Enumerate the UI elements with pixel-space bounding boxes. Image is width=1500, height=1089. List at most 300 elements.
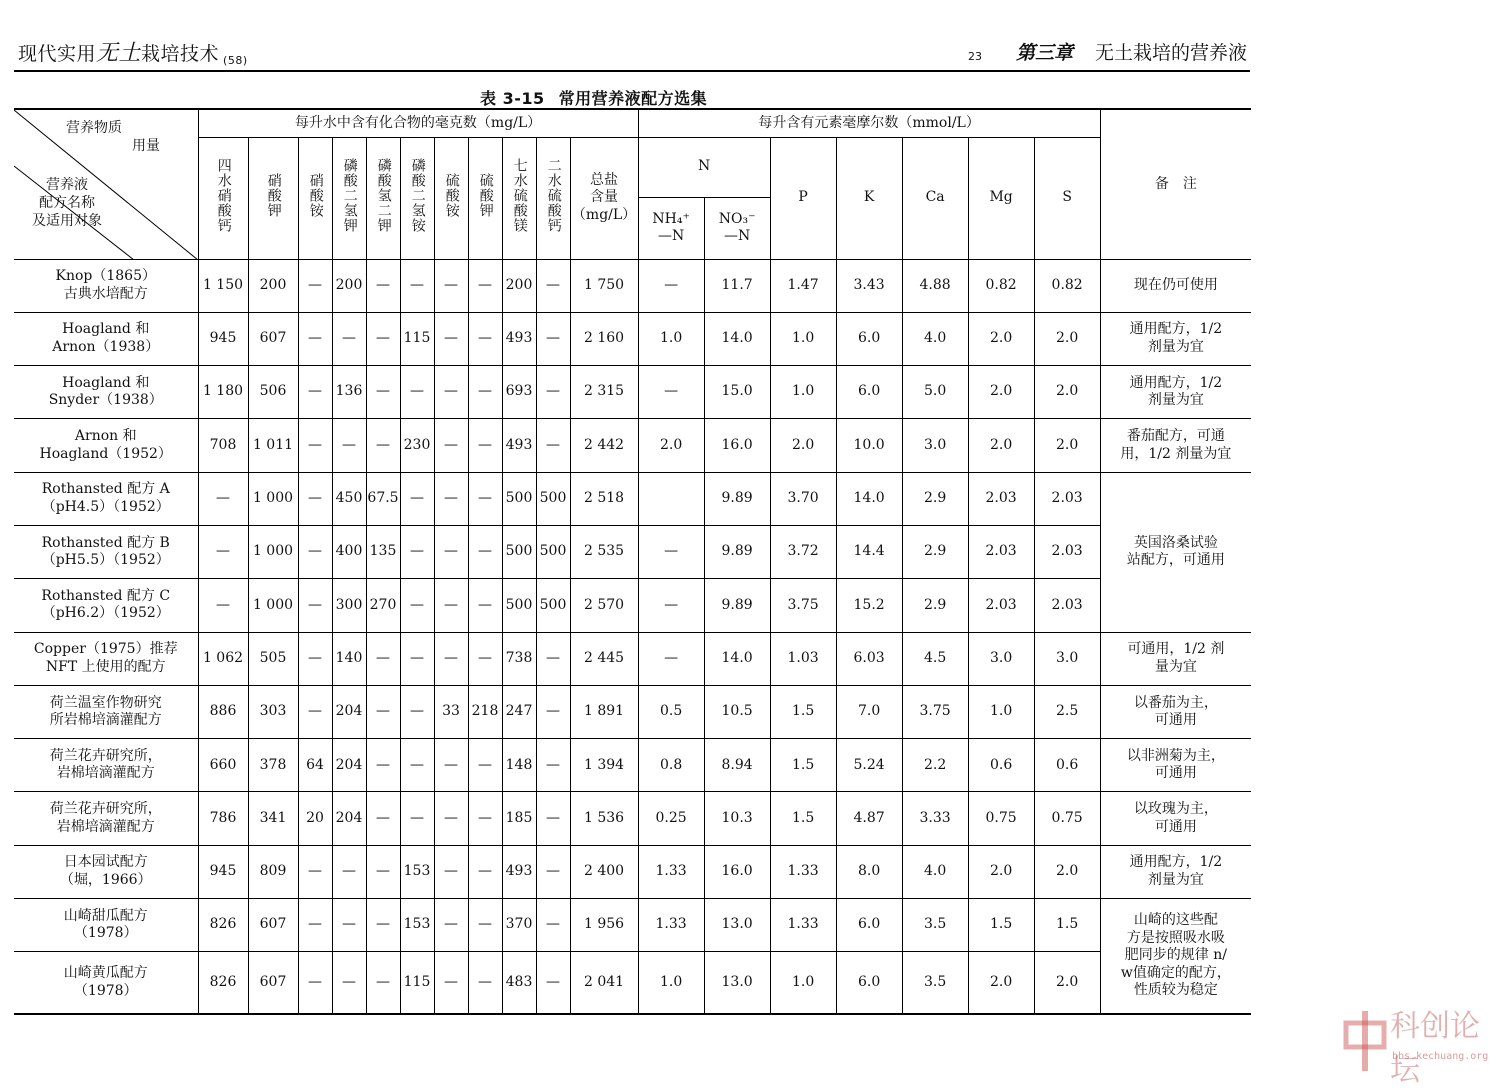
value-cell: 378	[248, 739, 298, 792]
value-cell: —	[332, 952, 366, 1014]
value-cell: 4.87	[836, 792, 902, 845]
value-cell: 1 750	[570, 259, 638, 312]
value-cell: —	[366, 952, 400, 1014]
value-cell: —	[434, 952, 468, 1014]
value-cell: 7.0	[836, 685, 902, 738]
value-cell: 0.6	[968, 739, 1034, 792]
value-cell: 738	[502, 632, 536, 685]
value-cell: —	[536, 259, 570, 312]
value-cell: 2.03	[968, 525, 1034, 578]
value-cell: 1 891	[570, 685, 638, 738]
header-rule	[14, 70, 1250, 72]
value-cell: 13.0	[704, 952, 770, 1014]
value-cell: 3.5	[902, 952, 968, 1014]
value-cell: 136	[332, 366, 366, 419]
table-row	[14, 579, 1251, 632]
notes-header: 备 注	[1100, 109, 1251, 259]
value-cell: —	[332, 845, 366, 898]
corner-cell	[14, 109, 198, 259]
value-cell: 2.0	[770, 419, 836, 472]
value-cell: 3.33	[902, 792, 968, 845]
nutrient-formula-table	[14, 108, 1251, 1015]
formula-name: Rothansted 配方 C （pH6.2）（1952）	[14, 579, 198, 632]
value-cell: 809	[248, 845, 298, 898]
value-cell: 2.03	[1034, 525, 1100, 578]
value-cell: —	[366, 366, 400, 419]
value-cell: 1.5	[770, 792, 836, 845]
value-cell: 4.0	[902, 845, 968, 898]
value-cell: 1.03	[770, 632, 836, 685]
value-cell: —	[332, 312, 366, 365]
value-cell: 15.0	[704, 366, 770, 419]
value-cell: —	[366, 792, 400, 845]
value-cell: —	[638, 579, 704, 632]
compounds-group-header: 每升水中含有化合物的毫克数（mg/L）	[198, 109, 638, 137]
value-cell: 2.03	[968, 579, 1034, 632]
value-cell: —	[298, 685, 332, 738]
value-cell: 945	[198, 845, 248, 898]
value-cell: —	[468, 525, 502, 578]
corner-label-formula: 营养液 配方名称 及适用对象	[32, 177, 102, 230]
value-cell: 500	[502, 579, 536, 632]
value-cell: 9.89	[704, 579, 770, 632]
value-cell: 1.0	[770, 366, 836, 419]
value-cell: 1 394	[570, 739, 638, 792]
value-cell: —	[434, 739, 468, 792]
value-cell: 505	[248, 632, 298, 685]
note-cell: 可通用，1/2 剂 量为宜	[1100, 632, 1251, 685]
value-cell: 3.70	[770, 472, 836, 525]
value-cell: 148	[502, 739, 536, 792]
value-cell: 500	[502, 472, 536, 525]
value-cell: 945	[198, 312, 248, 365]
compound-header-nh4-nitrate: 硝酸铵	[298, 137, 332, 259]
compound-header-nh4h2po4: 磷酸二氢铵	[400, 137, 434, 259]
value-cell: 115	[400, 952, 434, 1014]
value-cell: 500	[536, 472, 570, 525]
value-cell: —	[400, 366, 434, 419]
value-cell: 14.0	[704, 632, 770, 685]
value-cell: 200	[332, 259, 366, 312]
value-cell: 3.0	[902, 419, 968, 472]
value-cell: 1.5	[1034, 899, 1100, 952]
value-cell: —	[198, 525, 248, 578]
table-row	[14, 632, 1251, 685]
value-cell: 708	[198, 419, 248, 472]
value-cell: 67.5	[366, 472, 400, 525]
table-header	[14, 109, 1251, 259]
value-cell: 1.0	[770, 312, 836, 365]
formula-name: Arnon 和 Hoagland（1952）	[14, 419, 198, 472]
value-cell: 2.5	[1034, 685, 1100, 738]
table-row	[14, 366, 1251, 419]
value-cell: 1.5	[968, 899, 1034, 952]
value-cell: 3.75	[902, 685, 968, 738]
value-cell: —	[400, 792, 434, 845]
formula-name: Hoagland 和 Snyder（1938）	[14, 366, 198, 419]
value-cell: —	[400, 525, 434, 578]
value-cell: 0.75	[1034, 792, 1100, 845]
compound-header-k2hpo4: 磷酸氢二钾	[366, 137, 400, 259]
note-cell: 以番茄为主， 可通用	[1100, 685, 1251, 738]
value-cell: —	[468, 419, 502, 472]
value-cell: 15.2	[836, 579, 902, 632]
value-cell: —	[434, 472, 468, 525]
value-cell: 2.0	[968, 312, 1034, 365]
value-cell: 6.03	[836, 632, 902, 685]
value-cell: 9.89	[704, 525, 770, 578]
book-title: 现代实用无土栽培技术 (58)	[18, 41, 248, 67]
value-cell: 9.89	[704, 472, 770, 525]
value-cell: 20	[298, 792, 332, 845]
value-cell: 5.0	[902, 366, 968, 419]
corner-label-nutrients: 营养物质	[66, 120, 122, 136]
value-cell: 204	[332, 685, 366, 738]
note-cell: 以非洲菊为主， 可通用	[1100, 739, 1251, 792]
value-cell: —	[434, 312, 468, 365]
value-cell: —	[536, 419, 570, 472]
table-row	[14, 952, 1251, 1014]
value-cell: 506	[248, 366, 298, 419]
value-cell: —	[434, 419, 468, 472]
value-cell: —	[434, 579, 468, 632]
value-cell: 2.03	[1034, 579, 1100, 632]
value-cell: 14.0	[836, 472, 902, 525]
value-cell: —	[434, 366, 468, 419]
value-cell: 2 442	[570, 419, 638, 472]
formula-name: Copper（1975）推荐 NFT 上使用的配方	[14, 632, 198, 685]
nh4-n-header: NH₄⁺ —N	[638, 197, 704, 259]
table-row	[14, 739, 1251, 792]
value-cell: 886	[198, 685, 248, 738]
value-cell: —	[298, 472, 332, 525]
value-cell: 153	[400, 845, 434, 898]
value-cell: 300	[332, 579, 366, 632]
value-cell: 2 535	[570, 525, 638, 578]
value-cell: 1 956	[570, 899, 638, 952]
note-cell: 通用配方，1/2 剂量为宜	[1100, 312, 1251, 365]
value-cell: 500	[536, 579, 570, 632]
value-cell: 3.75	[770, 579, 836, 632]
value-cell: 1.47	[770, 259, 836, 312]
value-cell: 1.33	[638, 845, 704, 898]
value-cell: —	[400, 685, 434, 738]
value-cell: 2.0	[1034, 845, 1100, 898]
value-cell: 204	[332, 792, 366, 845]
value-cell: 826	[198, 952, 248, 1014]
note-cell: 通用配方，1/2 剂量为宜	[1100, 366, 1251, 419]
forum-logo-icon	[1342, 1009, 1388, 1073]
value-cell: —	[366, 685, 400, 738]
value-cell: —	[434, 259, 468, 312]
value-cell: 2.0	[968, 419, 1034, 472]
value-cell: —	[298, 366, 332, 419]
compound-header-k-sulfate: 硫酸钾	[468, 137, 502, 259]
table-row	[14, 312, 1251, 365]
no3-n-header: NO₃⁻ —N	[704, 197, 770, 259]
value-cell: 1 011	[248, 419, 298, 472]
value-cell: 493	[502, 419, 536, 472]
value-cell: 2.03	[968, 472, 1034, 525]
value-cell: 2.0	[1034, 312, 1100, 365]
value-cell: 493	[502, 845, 536, 898]
compound-header-kh2po4: 磷酸二氢钾	[332, 137, 366, 259]
value-cell: 6.0	[836, 899, 902, 952]
value-cell: 786	[198, 792, 248, 845]
value-cell: —	[536, 792, 570, 845]
value-cell: 1 000	[248, 525, 298, 578]
chapter-title: 无土栽培的营养液	[1094, 42, 1247, 64]
value-cell: 826	[198, 899, 248, 952]
value-cell: —	[400, 579, 434, 632]
formula-name: 荷兰温室作物研究 所岩棉培滴灌配方	[14, 685, 198, 738]
table-row	[14, 899, 1251, 952]
chapter-number: 第三章	[1015, 42, 1073, 64]
table-caption: 表 3-15 常用营养液配方选集	[480, 89, 708, 108]
value-cell: —	[468, 845, 502, 898]
value-cell: 1 150	[198, 259, 248, 312]
value-cell: —	[468, 899, 502, 952]
value-cell: 115	[400, 312, 434, 365]
value-cell: 607	[248, 312, 298, 365]
value-cell: 2.0	[1034, 952, 1100, 1014]
note-cell: 以玫瑰为主， 可通用	[1100, 792, 1251, 845]
value-cell: —	[638, 259, 704, 312]
page-number-right: 23	[967, 50, 982, 63]
value-cell: —	[332, 419, 366, 472]
formula-name: 荷兰花卉研究所， 岩棉培滴灌配方	[14, 792, 198, 845]
compound-header-k-nitrate: 硝酸钾	[248, 137, 298, 259]
value-cell: —	[468, 312, 502, 365]
value-cell: —	[468, 952, 502, 1014]
value-cell: 6.0	[836, 952, 902, 1014]
value-cell: 6.0	[836, 366, 902, 419]
value-cell: 3.0	[968, 632, 1034, 685]
value-cell: —	[400, 632, 434, 685]
value-cell: 14.4	[836, 525, 902, 578]
value-cell: 4.0	[902, 312, 968, 365]
corner-label-amount: 用量	[132, 138, 160, 154]
value-cell: 2 570	[570, 579, 638, 632]
value-cell: 2.9	[902, 472, 968, 525]
value-cell: 693	[502, 366, 536, 419]
value-cell: 11.7	[704, 259, 770, 312]
value-cell: —	[366, 845, 400, 898]
value-cell: 140	[332, 632, 366, 685]
value-cell: —	[536, 685, 570, 738]
table-row	[14, 525, 1251, 578]
value-cell: 450	[332, 472, 366, 525]
value-cell: 2 041	[570, 952, 638, 1014]
value-cell: 2.0	[968, 952, 1034, 1014]
value-cell: 2 160	[570, 312, 638, 365]
formula-name: 山崎黄瓜配方 （1978）	[14, 952, 198, 1014]
value-cell: —	[366, 739, 400, 792]
value-cell: 1 000	[248, 579, 298, 632]
value-cell: 0.82	[1034, 259, 1100, 312]
value-cell: 0.25	[638, 792, 704, 845]
value-cell: 3.43	[836, 259, 902, 312]
note-cell: 英国洛桑试验 站配方，可通用	[1100, 472, 1251, 632]
value-cell: 2.0	[968, 366, 1034, 419]
value-cell: —	[298, 579, 332, 632]
value-cell: 0.82	[968, 259, 1034, 312]
value-cell: —	[468, 632, 502, 685]
value-cell: —	[468, 366, 502, 419]
value-cell: 135	[366, 525, 400, 578]
value-cell: —	[434, 632, 468, 685]
value-cell: —	[198, 472, 248, 525]
value-cell: 3.0	[1034, 632, 1100, 685]
value-cell: 8.94	[704, 739, 770, 792]
formula-name: 山崎甜瓜配方 （1978）	[14, 899, 198, 952]
table-row	[14, 419, 1251, 472]
site-watermark	[1342, 999, 1492, 1088]
value-cell: 341	[248, 792, 298, 845]
value-cell: 10.0	[836, 419, 902, 472]
value-cell: 8.0	[836, 845, 902, 898]
value-cell: —	[400, 739, 434, 792]
value-cell: 1 000	[248, 472, 298, 525]
value-cell: 500	[536, 525, 570, 578]
value-cell: —	[536, 366, 570, 419]
value-cell: 0.5	[638, 685, 704, 738]
value-cell: 5.24	[836, 739, 902, 792]
value-cell: 10.3	[704, 792, 770, 845]
value-cell: —	[638, 525, 704, 578]
watermark-text: 科创论坛	[1390, 1009, 1480, 1088]
value-cell: 153	[400, 899, 434, 952]
note-cell: 现在仍可使用	[1100, 259, 1251, 312]
value-cell: 200	[502, 259, 536, 312]
value-cell: 500	[502, 525, 536, 578]
value-cell: —	[434, 792, 468, 845]
value-cell: —	[298, 259, 332, 312]
value-cell: —	[366, 899, 400, 952]
value-cell: 1.0	[638, 312, 704, 365]
value-cell: 4.5	[902, 632, 968, 685]
value-cell: —	[536, 312, 570, 365]
value-cell: —	[434, 845, 468, 898]
value-cell: 64	[298, 739, 332, 792]
value-cell: —	[298, 312, 332, 365]
value-cell: —	[400, 472, 434, 525]
formula-name: Hoagland 和 Arnon（1938）	[14, 312, 198, 365]
value-cell: 2 400	[570, 845, 638, 898]
value-cell: —	[298, 419, 332, 472]
value-cell: —	[468, 792, 502, 845]
value-cell: —	[298, 632, 332, 685]
value-cell: 10.5	[704, 685, 770, 738]
value-cell: 6.0	[836, 312, 902, 365]
value-cell: —	[366, 419, 400, 472]
compound-header-mg-sulfate: 七水硫酸镁	[502, 137, 536, 259]
watermark-url: bbs.kechuang.org	[1392, 1051, 1489, 1062]
value-cell: 2.2	[902, 739, 968, 792]
table-row	[14, 845, 1251, 898]
value-cell: —	[536, 632, 570, 685]
element-header-k: K	[836, 137, 902, 259]
compound-header-ca-nitrate: 四水硝酸钙	[198, 137, 248, 259]
value-cell: —	[638, 366, 704, 419]
table-row	[14, 685, 1251, 738]
value-cell: 2.9	[902, 579, 968, 632]
value-cell: 2.0	[968, 845, 1034, 898]
value-cell	[638, 472, 704, 525]
value-cell: 303	[248, 685, 298, 738]
note-cell: 山崎的这些配 方是按照吸水吸 肥同步的规律 n/ w值确定的配方， 性质较为稳定	[1100, 899, 1251, 1014]
value-cell: —	[536, 739, 570, 792]
element-header-ca: Ca	[902, 137, 968, 259]
note-cell: 通用配方，1/2 剂量为宜	[1100, 845, 1251, 898]
value-cell: —	[536, 952, 570, 1014]
value-cell: 1.33	[638, 899, 704, 952]
value-cell: 0.6	[1034, 739, 1100, 792]
value-cell: —	[536, 845, 570, 898]
value-cell: 483	[502, 952, 536, 1014]
value-cell: 270	[366, 579, 400, 632]
value-cell: 13.0	[704, 899, 770, 952]
value-cell: 16.0	[704, 845, 770, 898]
total-salt-header: 总盐 含量 （mg/L）	[570, 137, 638, 259]
value-cell: 1 536	[570, 792, 638, 845]
formula-name: 日本园试配方 （堀，1966）	[14, 845, 198, 898]
value-cell: 660	[198, 739, 248, 792]
value-cell: —	[332, 899, 366, 952]
value-cell: 1.5	[770, 685, 836, 738]
value-cell: —	[468, 739, 502, 792]
formula-name: Knop（1865） 古典水培配方	[14, 259, 198, 312]
value-cell: 2.0	[638, 419, 704, 472]
value-cell: 1.0	[968, 685, 1034, 738]
page-number-left: (58)	[223, 54, 248, 67]
element-header-p: P	[770, 137, 836, 259]
value-cell: 16.0	[704, 419, 770, 472]
compound-header-nh4-sulfate: 硫酸铵	[434, 137, 468, 259]
value-cell: 230	[400, 419, 434, 472]
value-cell: 185	[502, 792, 536, 845]
value-cell: —	[298, 899, 332, 952]
value-cell: 2 315	[570, 366, 638, 419]
value-cell: —	[638, 632, 704, 685]
value-cell: 247	[502, 685, 536, 738]
value-cell: 14.0	[704, 312, 770, 365]
formula-name: 荷兰花卉研究所， 岩棉培滴灌配方	[14, 739, 198, 792]
value-cell: 1.0	[638, 952, 704, 1014]
table-row	[14, 792, 1251, 845]
value-cell: —	[400, 259, 434, 312]
value-cell: —	[536, 899, 570, 952]
value-cell: 1.0	[770, 952, 836, 1014]
chapter-heading	[967, 38, 1247, 65]
formula-name: Rothansted 配方 A （pH4.5）（1952）	[14, 472, 198, 525]
value-cell: 400	[332, 525, 366, 578]
table-row	[14, 259, 1251, 312]
value-cell: 2.9	[902, 525, 968, 578]
value-cell: 1.33	[770, 845, 836, 898]
value-cell: —	[198, 579, 248, 632]
elements-group-header: 每升含有元素毫摩尔数（mmol/L）	[638, 109, 1100, 137]
value-cell: 2.0	[1034, 366, 1100, 419]
value-cell: —	[298, 952, 332, 1014]
value-cell: 3.5	[902, 899, 968, 952]
value-cell: 607	[248, 899, 298, 952]
value-cell: —	[366, 312, 400, 365]
value-cell: —	[468, 472, 502, 525]
value-cell: —	[468, 579, 502, 632]
value-cell: —	[366, 632, 400, 685]
element-header-mg: Mg	[968, 137, 1034, 259]
